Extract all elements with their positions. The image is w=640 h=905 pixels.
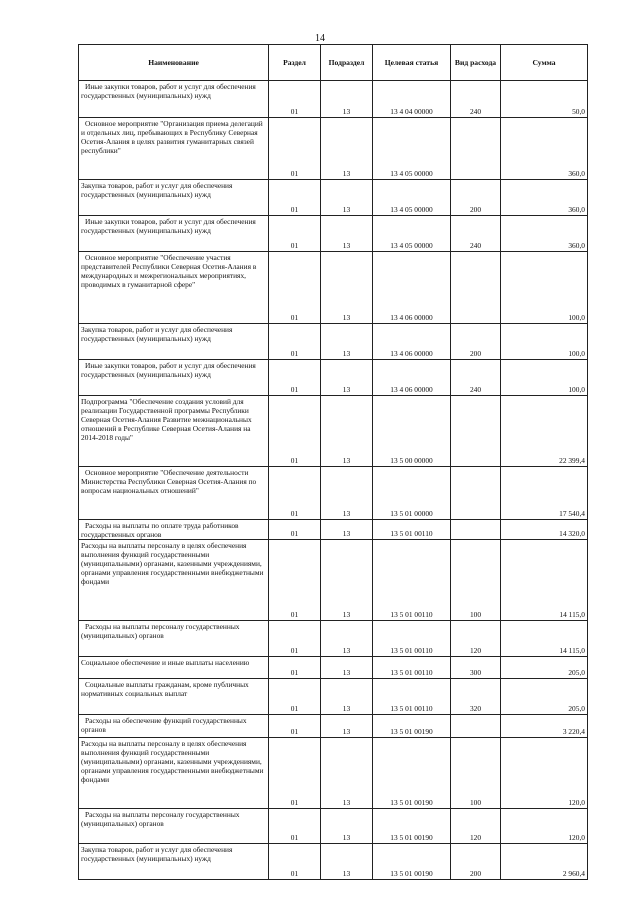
header-statya: Целевая статья (373, 45, 451, 81)
header-podrazdel: Подраздел (321, 45, 373, 81)
cell-statya: 13 4 05 00000 (373, 216, 451, 252)
cell-vid: 300 (451, 657, 501, 679)
cell-podrazdel: 13 (321, 81, 373, 118)
cell-summa: 100,0 (501, 252, 588, 324)
cell-statya: 13 5 01 00110 (373, 657, 451, 679)
cell-name: Основное мероприятие "Обеспечение участия представителей Республики Северная Осетия-Алания в международных и межрегиональных мероприятиях, проводимых в гуманитарной сфере" (79, 252, 269, 324)
cell-vid (451, 118, 501, 180)
cell-statya: 13 4 06 00000 (373, 324, 451, 360)
cell-statya: 13 5 01 00190 (373, 738, 451, 809)
cell-statya: 13 4 06 00000 (373, 360, 451, 396)
cell-podrazdel: 13 (321, 118, 373, 180)
cell-podrazdel: 13 (321, 738, 373, 809)
budget-table (78, 44, 588, 880)
cell-podrazdel: 13 (321, 180, 373, 216)
table-row (79, 715, 588, 738)
table-row (79, 844, 588, 880)
cell-razdel: 01 (269, 621, 321, 657)
cell-name: Иные закупки товаров, работ и услуг для обеспечения государственных (муниципальных) нужд (79, 216, 269, 252)
cell-podrazdel: 13 (321, 324, 373, 360)
header-vid: Вид расхода (451, 45, 501, 81)
cell-summa: 3 220,4 (501, 715, 588, 738)
table-row (79, 396, 588, 467)
cell-podrazdel: 13 (321, 467, 373, 520)
cell-razdel: 01 (269, 540, 321, 621)
cell-statya: 13 4 05 00000 (373, 180, 451, 216)
cell-razdel: 01 (269, 679, 321, 715)
table-header-row (79, 45, 588, 81)
cell-name: Расходы на выплаты по оплате труда работников государственных органов (79, 520, 269, 540)
cell-summa: 50,0 (501, 81, 588, 118)
cell-podrazdel: 13 (321, 360, 373, 396)
table-row (79, 118, 588, 180)
cell-name: Основное мероприятие "Обеспечение деятельности Министерства Республики Северная Осетия-Алания по вопросам национальных отношений" (79, 467, 269, 520)
cell-summa: 360,0 (501, 216, 588, 252)
cell-statya: 13 5 01 00000 (373, 467, 451, 520)
cell-podrazdel: 13 (321, 396, 373, 467)
cell-podrazdel: 13 (321, 809, 373, 844)
cell-name: Подпрограмма "Обеспечение создания условий для реализации Государственной программы Республики Северная Осетия-Алания Развитие межнациональных отношений в Республике Северная Осетия-Алания на 2014-2018 годы" (79, 396, 269, 467)
cell-razdel: 01 (269, 844, 321, 880)
cell-razdel: 01 (269, 520, 321, 540)
cell-razdel: 01 (269, 81, 321, 118)
cell-podrazdel: 13 (321, 540, 373, 621)
cell-vid: 200 (451, 180, 501, 216)
cell-name: Расходы на выплаты персоналу в целях обеспечения выполнения функций государственными (муниципальными) органами, казенными учреждениями, органами управления государственными внебюджетными фондами (79, 540, 269, 621)
cell-statya: 13 5 01 00110 (373, 540, 451, 621)
cell-vid: 100 (451, 738, 501, 809)
cell-summa: 100,0 (501, 324, 588, 360)
cell-vid (451, 467, 501, 520)
cell-vid: 120 (451, 809, 501, 844)
cell-statya: 13 4 06 00000 (373, 252, 451, 324)
cell-vid: 200 (451, 324, 501, 360)
table-row (79, 621, 588, 657)
cell-summa: 17 540,4 (501, 467, 588, 520)
cell-razdel: 01 (269, 324, 321, 360)
cell-name: Социальные выплаты гражданам, кроме публичных нормативных социальных выплат (79, 679, 269, 715)
cell-podrazdel: 13 (321, 520, 373, 540)
cell-statya: 13 5 00 00000 (373, 396, 451, 467)
page-number: 14 (315, 33, 325, 44)
header-name: Наименование (79, 45, 269, 81)
table-row (79, 520, 588, 540)
cell-name: Расходы на выплаты персоналу государственных (муниципальных) органов (79, 621, 269, 657)
table-row (79, 809, 588, 844)
table-row (79, 657, 588, 679)
cell-statya: 13 5 01 00110 (373, 621, 451, 657)
cell-vid (451, 396, 501, 467)
cell-razdel: 01 (269, 715, 321, 738)
cell-summa: 120,0 (501, 809, 588, 844)
cell-razdel: 01 (269, 180, 321, 216)
cell-summa: 120,0 (501, 738, 588, 809)
table-row (79, 467, 588, 520)
cell-podrazdel: 13 (321, 844, 373, 880)
cell-statya: 13 5 01 00110 (373, 520, 451, 540)
cell-statya: 13 4 04 00000 (373, 81, 451, 118)
cell-podrazdel: 13 (321, 657, 373, 679)
cell-vid (451, 252, 501, 324)
cell-razdel: 01 (269, 252, 321, 324)
cell-statya: 13 5 01 00110 (373, 679, 451, 715)
table-row (79, 360, 588, 396)
cell-razdel: 01 (269, 118, 321, 180)
cell-name: Иные закупки товаров, работ и услуг для обеспечения государственных (муниципальных) нужд (79, 81, 269, 118)
table-row (79, 216, 588, 252)
table-row (79, 324, 588, 360)
cell-vid: 200 (451, 844, 501, 880)
cell-razdel: 01 (269, 216, 321, 252)
cell-name: Социальное обеспечение и иные выплаты населению (79, 657, 269, 679)
cell-podrazdel: 13 (321, 679, 373, 715)
cell-vid: 120 (451, 621, 501, 657)
table-row (79, 738, 588, 809)
cell-podrazdel: 13 (321, 621, 373, 657)
cell-summa: 14 320,0 (501, 520, 588, 540)
cell-statya: 13 5 01 00190 (373, 715, 451, 738)
cell-name: Расходы на выплаты персоналу государственных (муниципальных) органов (79, 809, 269, 844)
table-row (79, 679, 588, 715)
cell-name: Закупка товаров, работ и услуг для обеспечения государственных (муниципальных) нужд (79, 844, 269, 880)
cell-razdel: 01 (269, 809, 321, 844)
cell-name: Основное мероприятие "Организация приема делегаций и отдельных лиц, пребывающих в Республику Северная Осетия-Алания в целях развития гуманитарных связей республики" (79, 118, 269, 180)
cell-podrazdel: 13 (321, 216, 373, 252)
cell-vid: 240 (451, 81, 501, 118)
cell-podrazdel: 13 (321, 252, 373, 324)
cell-vid (451, 520, 501, 540)
cell-summa: 205,0 (501, 679, 588, 715)
cell-vid: 240 (451, 216, 501, 252)
cell-razdel: 01 (269, 467, 321, 520)
cell-summa: 22 399,4 (501, 396, 588, 467)
header-summa: Сумма (501, 45, 588, 81)
table-row (79, 81, 588, 118)
cell-razdel: 01 (269, 738, 321, 809)
table-row (79, 252, 588, 324)
cell-razdel: 01 (269, 396, 321, 467)
cell-statya: 13 5 01 00190 (373, 809, 451, 844)
cell-name: Расходы на обеспечение функций государственных органов (79, 715, 269, 738)
cell-vid: 320 (451, 679, 501, 715)
cell-razdel: 01 (269, 657, 321, 679)
table-row (79, 540, 588, 621)
cell-summa: 14 115,0 (501, 540, 588, 621)
cell-summa: 14 115,0 (501, 621, 588, 657)
cell-vid: 240 (451, 360, 501, 396)
cell-summa: 100,0 (501, 360, 588, 396)
cell-podrazdel: 13 (321, 715, 373, 738)
cell-name: Закупка товаров, работ и услуг для обеспечения государственных (муниципальных) нужд (79, 324, 269, 360)
cell-summa: 2 960,4 (501, 844, 588, 880)
cell-vid: 100 (451, 540, 501, 621)
cell-name: Расходы на выплаты персоналу в целях обеспечения выполнения функций государственными (муниципальными) органами, казенными учреждениями, органами управления государственными внебюджетными фондами (79, 738, 269, 809)
cell-vid (451, 715, 501, 738)
cell-summa: 205,0 (501, 657, 588, 679)
cell-statya: 13 5 01 00190 (373, 844, 451, 880)
cell-name: Закупка товаров, работ и услуг для обеспечения государственных (муниципальных) нужд (79, 180, 269, 216)
cell-name: Иные закупки товаров, работ и услуг для обеспечения государственных (муниципальных) нужд (79, 360, 269, 396)
table-row (79, 180, 588, 216)
cell-razdel: 01 (269, 360, 321, 396)
cell-summa: 360,0 (501, 118, 588, 180)
cell-summa: 360,0 (501, 180, 588, 216)
cell-statya: 13 4 05 00000 (373, 118, 451, 180)
header-razdel: Раздел (269, 45, 321, 81)
